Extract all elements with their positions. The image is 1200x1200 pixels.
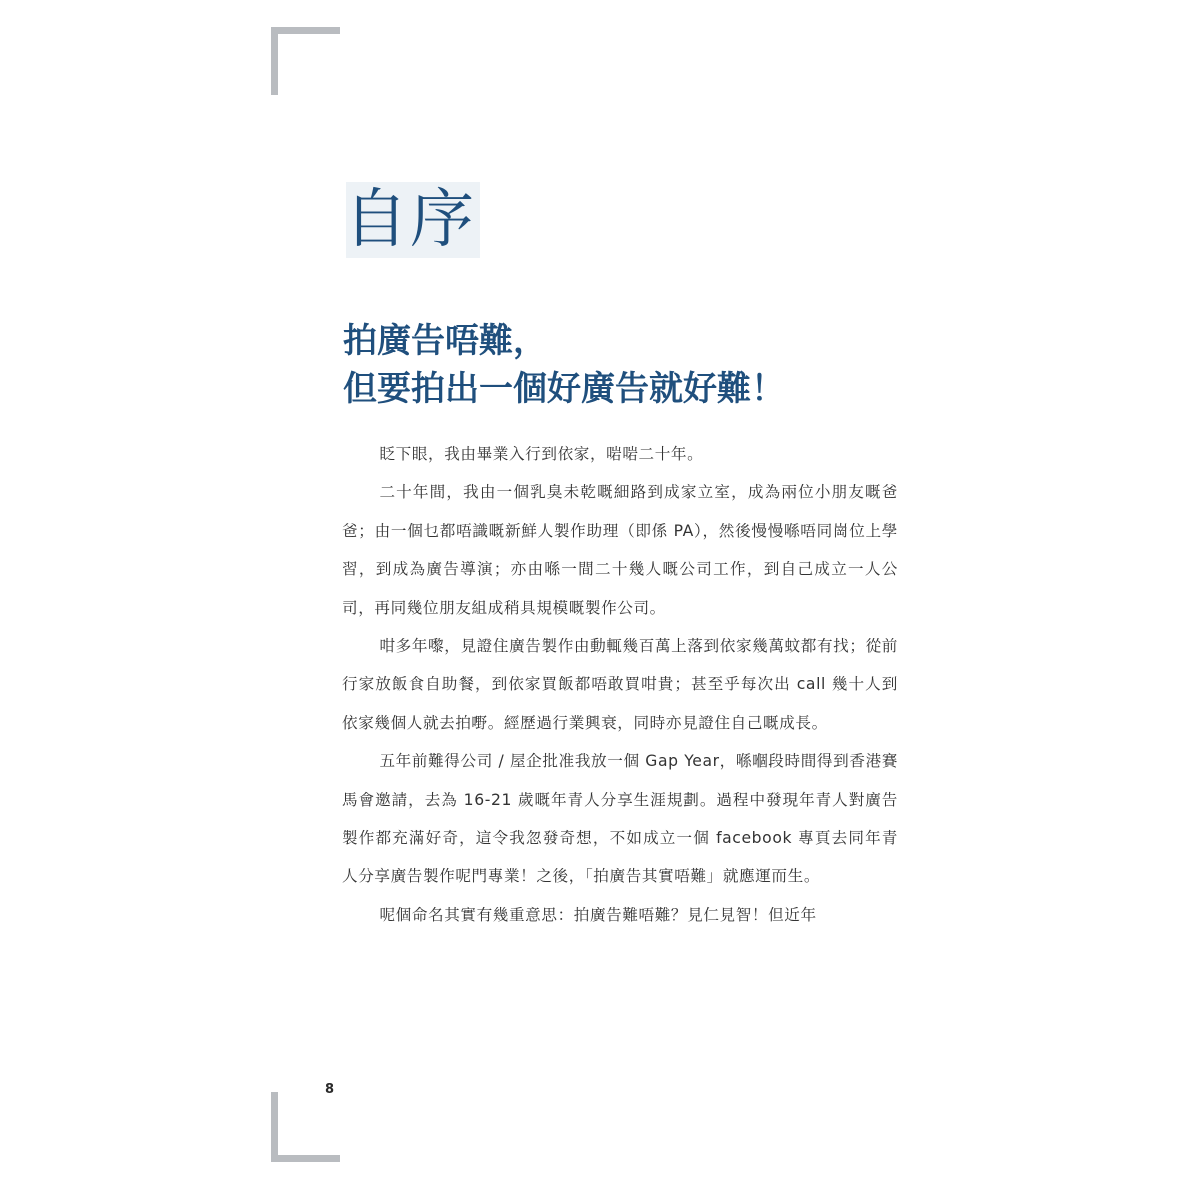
body-paragraph-2: 二十年間，我由一個乳臭未乾嘅細路到成家立室，成為兩位小朋友嘅爸爸；由一個乜都唔識嘅新鮮人製作助理（即係 PA），然後慢慢喺唔同崗位上學習，到成為廣告導演；亦由喺一間二十幾人嘅公司工作，到自己成立一人公司，再同幾位朋友組成稍具規模嘅製作公司。 bbox=[342, 483, 898, 617]
headline bbox=[343, 317, 903, 413]
body-paragraph-4: 五年前難得公司 / 屋企批准我放一個 Gap Year，喺嗰段時間得到香港賽馬會邀請，去為 16-21 歲嘅年青人分享生涯規劃。過程中發現年青人對廣告製作都充滿好奇，這令我忽發奇想，不如成立一個 facebook 專頁去同年青人分享廣告製作呢門專業！之後，「拍廣告其實唔難」就應運而生。 bbox=[342, 752, 898, 886]
chapter-title: 自序 bbox=[344, 183, 476, 257]
body-paragraph-3: 咁多年嚟，見證住廣告製作由動輒幾百萬上落到依家幾萬蚊都有找；從前行家放飯食自助餐，到依家買飯都唔敢買咁貴；甚至乎每次出 call 幾十人到依家幾個人就去拍嘢。經歷過行業興衰，同時亦見證住自己嘅成長。 bbox=[342, 637, 898, 732]
crop-mark-bottom-left bbox=[271, 1092, 340, 1162]
body-paragraph-5: 呢個命名其實有幾重意思：拍廣告難唔難？見仁見智！但近年 bbox=[379, 905, 817, 924]
body-paragraph-1: 眨下眼，我由畢業入行到依家，啱啱二十年。 bbox=[379, 445, 704, 463]
body-text bbox=[342, 435, 898, 934]
page-number: 8 bbox=[325, 1082, 335, 1097]
headline-line-2: 但要拍出一個好廣告就好難！ bbox=[343, 369, 785, 409]
headline-line-1: 拍廣告唔難， bbox=[343, 321, 547, 361]
crop-mark-top-left bbox=[271, 27, 340, 95]
